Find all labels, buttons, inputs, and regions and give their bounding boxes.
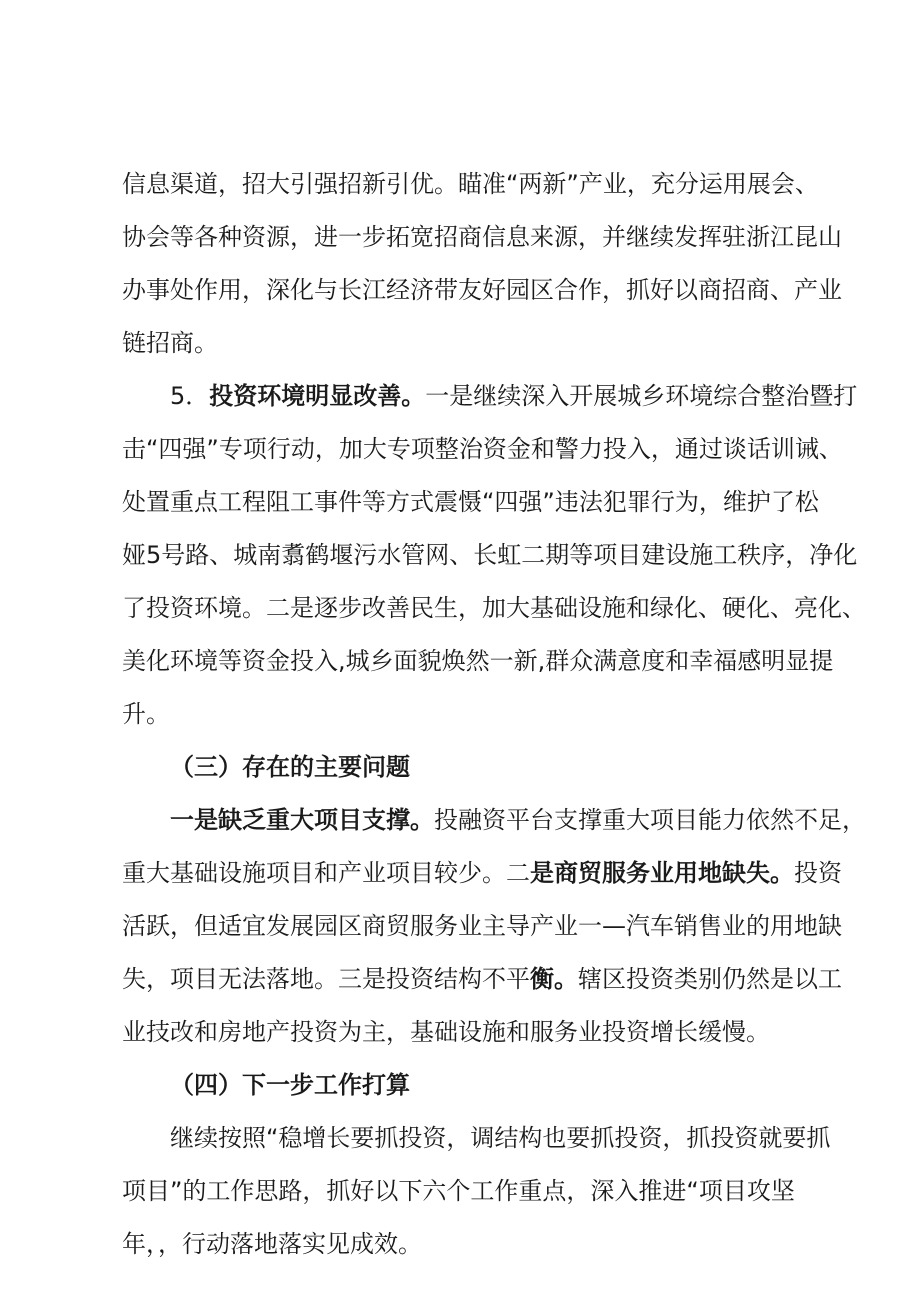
paragraph-line: 业技改和房地产投资为主，基础设施和服务业投资增长缓慢。 xyxy=(122,1018,770,1046)
paragraph-line xyxy=(122,961,842,997)
paragraph-line: 信息渠道，招大引强招新引优。瞄准“两新”产业，充分运用展会、 xyxy=(122,170,819,198)
line-text: 失，项目无法落地。三是投资结构不平 xyxy=(122,965,530,993)
line-text: 投融资平台支撑重大项目能力依然不足， xyxy=(434,806,866,834)
paragraph-line: 协会等各种资源，进一步拓宽招商信息来源，并继续发挥驻浙江昆山 xyxy=(122,223,842,251)
paragraph-line: 办事处作用，深化与长江经济带友好园区合作，抓好以商招商、产业 xyxy=(122,276,842,304)
paragraph-line: 击“四强”专项行动，加大专项整治资金和警力投入，通过谈话训诫、 xyxy=(122,435,843,463)
paragraph-line: 项目”的工作思路，抓好以下六个工作重点，深入推进“项目攻坚 xyxy=(122,1177,795,1205)
paragraph-line: 链招商。 xyxy=(122,329,218,357)
bold-heading: 投资环境明显改善。 xyxy=(209,382,426,410)
line-text: 重大基础设施项目和产业项目较少。二 xyxy=(122,859,530,887)
paragraph-line xyxy=(170,802,866,838)
section-heading: （三）存在的主要问题 xyxy=(170,753,410,781)
section-heading: （四）下一步工作打算 xyxy=(170,1071,410,1099)
bold-heading: 是商贸服务业用地缺失。 xyxy=(530,859,794,887)
line-text: 一是继续深入开展城乡环境综合整治暨打 xyxy=(425,382,858,410)
paragraph-line xyxy=(122,855,842,891)
paragraph-line: 美化环境等资金投入,城乡面貌焕然一新,群众满意度和幸福感明显提 xyxy=(122,647,834,675)
bold-heading: 一是缺乏重大项目支撑。 xyxy=(170,806,434,834)
line-text: 投资 xyxy=(794,859,842,887)
paragraph-line: 活跃，但适宜发展园区商贸服务业主导产业一—汽车销售业的用地缺 xyxy=(122,912,842,940)
line-text: 辖区投资类别仍然是以工 xyxy=(578,965,842,993)
paragraph-line: 娅5号路、城南翥鹤堰污水管网、长虹二期等项目建设施工秩序，净化 xyxy=(122,541,858,569)
paragraph-line: 继续按照“稳增长要抓投资，调结构也要抓投资，抓投资就要抓 xyxy=(170,1124,831,1152)
paragraph-line xyxy=(170,378,858,414)
paragraph-line: 年，，行动落地落实见成效。 xyxy=(122,1230,422,1258)
bold-heading: 衡。 xyxy=(530,965,578,993)
paragraph-line: 了投资环境。二是逐步改善民生，加大基础设施和绿化、硬化、亮化、 xyxy=(122,594,866,622)
paragraph-line: 处置重点工程阻工事件等方式震慑“四强”违法犯罪行为，维护了松 xyxy=(122,488,819,516)
item-number: 5． xyxy=(170,382,210,410)
paragraph-line: 升。 xyxy=(122,700,170,728)
